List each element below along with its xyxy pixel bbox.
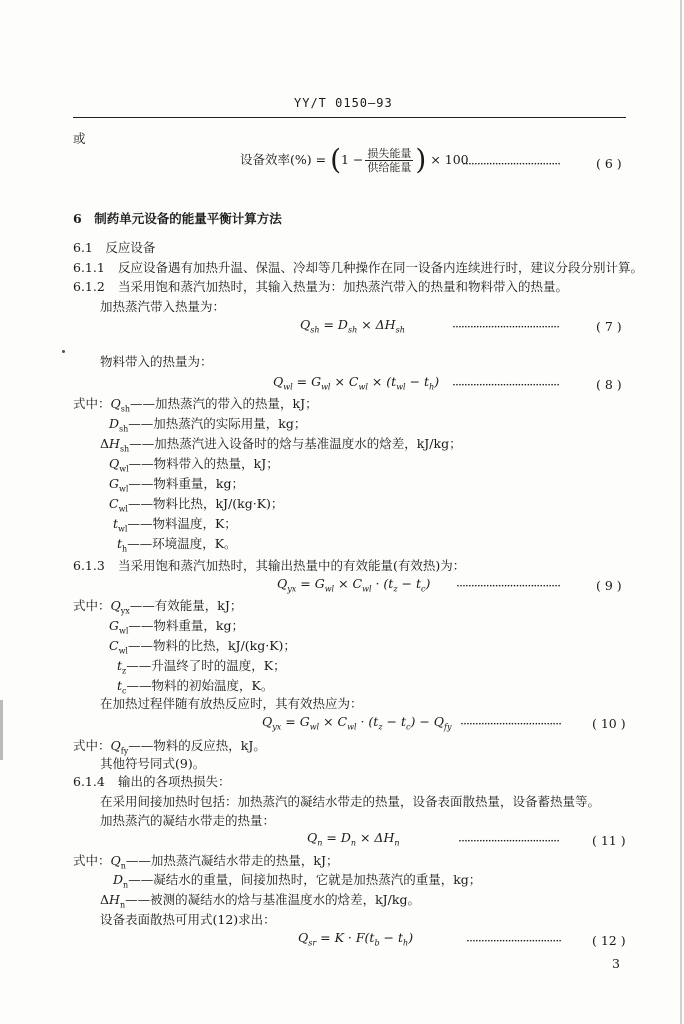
def-q-fy: 式中：$Q_{fy}——$物料的反应热，kJ。: [73, 738, 266, 756]
def-c-wl-b: $C_{wl}——$物料的比热，kJ/(kg·K)；: [109, 638, 296, 656]
def-t-wl: $t_{wl}——$物料温度，K；: [113, 516, 237, 534]
others-note: 其他符号同式(9)。: [100, 756, 206, 771]
formula-6-times100: × 100: [430, 151, 469, 167]
clause-6-1-4-text: 输出的各项热损失：: [118, 774, 231, 789]
formula-6-fraction: [365, 148, 413, 173]
def-c-wl: $C_{wl}——$物料比热，kJ/(kg·K)；: [109, 496, 284, 514]
material-in-label: 物料带入的热量为：: [100, 354, 213, 369]
formula-7: $Q_{sh} = D_{sh} \times \Delta H_{sh}$: [300, 317, 405, 335]
def-t-h: $t_h——$环境温度，K。: [117, 536, 237, 554]
formula-7-leader: ····································: [452, 319, 560, 334]
def-dh-n: $\Delta H_n——$被测的凝结水的焓与基准温度水的焓差，kJ/kg。: [100, 892, 420, 910]
formula-9-leader: ···································: [456, 578, 561, 593]
heading-6-1: 6.1 反应设备: [73, 240, 156, 255]
exo-label: 在加热过程伴随有放热反应时，其有效热应为：: [100, 696, 363, 711]
formula-11-leader: ··································: [458, 833, 560, 848]
left-paren: (: [330, 143, 341, 176]
intro-word: 或: [73, 131, 86, 146]
formula-11: $Q_n = D_n \times \Delta H_n$: [307, 830, 400, 848]
formula-10: $Q_{yx} = G_{wl} \times C_{wl} \cdot (t_z - t_c) - Q_{fy}$: [262, 714, 452, 732]
formula-6-left: 设备效率(%) =: [240, 151, 327, 167]
scan-edge-right: [680, 0, 682, 1024]
def-t-z: $t_z——$升温终了时的温度，K；: [117, 658, 286, 676]
standard-header: YY/T 0150—93: [294, 96, 393, 110]
formula-6-numerator: 损失能量: [367, 146, 412, 160]
clause-6-1-2-number: 6.1.2: [73, 279, 105, 294]
formula-6-tag: ( 6 ): [596, 156, 622, 171]
page-number: 3: [612, 956, 620, 971]
formula-12-leader: ································: [466, 933, 562, 948]
def-d-n: $D_n——$凝结水的重量，间接加热时，它就是加热蒸汽的重量，kg；: [113, 872, 482, 890]
steam-in-label: 加热蒸汽带入热量为：: [100, 299, 226, 314]
formula-10-leader: ··································: [460, 716, 562, 731]
section-6-title: 6 制药单元设备的能量平衡计算方法: [73, 211, 282, 226]
surface-label: 设备表面散热可用式(12)求出：: [100, 912, 276, 927]
clause-6-1-2-text: 当采用饱和蒸汽加热时，其输入热量为：加热蒸汽带入的热量和物料带入的热量。: [118, 279, 569, 294]
def-dh-sh: $\Delta H_{sh}——$加热蒸汽进入设备时的焓与基准温度水的焓差，kJ/kg；: [100, 436, 462, 454]
def-g-wl: $G_{wl}——$物料重量，kg；: [109, 476, 244, 494]
formula-6-leader: ·································: [462, 156, 561, 171]
clause-6-1-4-number: 6.1.4: [73, 774, 105, 789]
formula-9-tag: ( 9 ): [596, 578, 622, 593]
condensate-label: 加热蒸汽的凝结水带走的热量：: [100, 813, 276, 828]
formula-9: $Q_{yx} = G_{wl} \times C_{wl} \cdot (t_z - t_c)$: [277, 576, 431, 594]
clause-6-1-3-number: 6.1.3: [73, 558, 105, 573]
formula-6-denominator: 供给能量: [367, 160, 412, 174]
def-q-sh: 式中：$Q_{sh}——$加热蒸汽的带入的热量，kJ；: [73, 396, 318, 414]
def-q-wl: $Q_{wl}——$物料带入的热量，kJ；: [109, 456, 279, 474]
def-q-n: 式中：$Q_n——$加热蒸汽凝结水带走的热量，kJ；: [73, 853, 339, 871]
clause-6-1-1-number: 6.1.1: [73, 260, 105, 275]
formula-10-tag: ( 10 ): [592, 716, 626, 731]
formula-7-tag: ( 7 ): [596, 319, 622, 334]
def-t-c: $t_c——$物料的初始温度，K。: [117, 678, 274, 696]
clause-6-1-3-text: 当采用饱和蒸汽加热时，其输出热量中的有效能量(有效热)为：: [118, 558, 466, 573]
def-g-wl-b: $G_{wl}——$物料重量，kg；: [109, 618, 244, 636]
formula-11-tag: ( 11 ): [592, 833, 626, 848]
scan-edge-left: [0, 700, 3, 760]
formula-12: $Q_{sr} = K \cdot F(t_b - t_h)$: [298, 930, 414, 948]
formula-8: $Q_{wl} = G_{wl} \times C_{wl} \times (t_{wl} - t_h)$: [273, 374, 440, 392]
loss-description: 在采用间接加热时包括：加热蒸汽的凝结水带走的热量，设备表面散热量，设备蓄热量等。: [100, 794, 601, 809]
def-d-sh: $D_{sh}——$加热蒸汽的实际用量，kg；: [109, 416, 307, 434]
formula-6: [240, 143, 469, 176]
header-rule: [73, 117, 626, 118]
formula-6-one-minus: 1 −: [341, 151, 364, 167]
right-paren: ): [415, 143, 427, 176]
formula-8-leader: ····································: [452, 377, 560, 392]
clause-6-1-1-text: 反应设备遇有加热升温、保温、冷却等几种操作在同一设备内连续进行时，建议分段分别计算。: [118, 260, 644, 275]
formula-12-tag: ( 12 ): [592, 933, 626, 948]
def-q-yx: 式中：$Q_{yx}——$有效能量，kJ；: [73, 598, 243, 616]
formula-8-tag: ( 8 ): [596, 377, 622, 392]
scan-dot: [62, 350, 65, 353]
